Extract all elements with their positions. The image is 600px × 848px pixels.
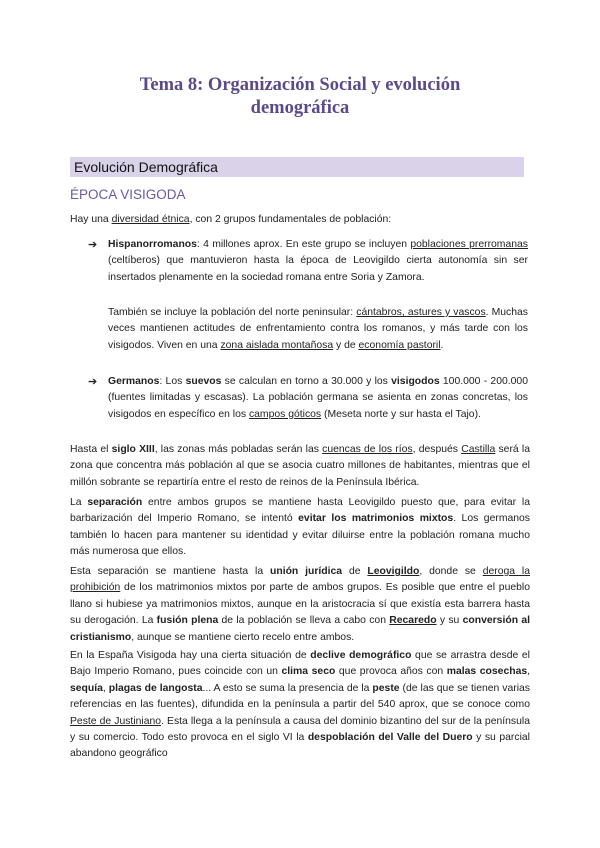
section-heading: Evolución Demográfica xyxy=(74,159,218,175)
paragraph-norte-peninsular: También se incluye la población del norte peninsular: cántabros, astures y vascos. Muchas veces mantienen actitudes de enfrentamiento contra los romanos, y más tarde con los visigodos. Viven en una zona aislada montañosa y de economía pastoril. xyxy=(108,307,528,351)
paragraph-declive-demografico: En la España Visigoda hay una cierta situación de declive demográfico que se arrastra desde el Bajo Imperio Romano, pues coincide con un clima seco que provoca años con malas cosechas, sequía, plagas de langosta... A esto se suma la presencia de la peste (de las que se tienen varias referencias en las fuentes), difundida en la península a partir del 540 aprox, que se conoce como Peste de Justiniano. Esta llega a la península a causa del dominio bizantino del sur de la península y su comercio. Todo esto provoca en el siglo VI la despoblación del Valle del Duero y su parcial abandono geográfico xyxy=(70,650,531,760)
paragraph-hispanorromanos: Hispanorromanos: 4 millones aprox. En este grupo se incluyen poblaciones prerromanas (celtíberos) que mantuvieron hasta la época de Leovigildo cierta autonomía sin ser insertados plenamente en la sociedad romana entre Soria y Zamora. xyxy=(108,239,528,283)
title-line-2: demográfica xyxy=(250,98,350,118)
paragraph-intro: Hay una diversidad étnica, con 2 grupos fundamentales de población: xyxy=(70,214,392,225)
bullet-arrow-icon: ➔ xyxy=(88,376,98,388)
page-title xyxy=(60,74,540,120)
paragraph-union-juridica: Esta separación se mantiene hasta la unión jurídica de Leovigildo, donde se deroga la prohibición de los matrimonios mixtos por parte de ambos grupos. Es posible que entre el pueblo llano si hubiese ya matrimonios mixtos, aunque en la aristocracia sí que existía esta barrera hasta su derogación. La fusión plena de la población se lleva a cabo con Recaredo y su conversión al cristianismo, aunque se mantiene cierto recelo entre ambos. xyxy=(70,566,530,643)
bullet-arrow-icon: ➔ xyxy=(88,239,98,251)
paragraph-separacion: La separación entre ambos grupos se mantiene hasta Leovigildo puesto que, para evitar la barbarización del Imperio Romano, se intentó evitar los matrimonios mixtos. Los germanos también lo hacen para mantener su identidad y evitar diluirse entre la población romana mucho más numerosa que ellos. xyxy=(70,497,531,558)
paragraph-germanos: Germanos: Los suevos se calculan en torno a 30.000 y los visigodos 100.000 - 200.000 (fuentes limitadas y escasas). La población germana se asienta en zonas concretas, los visigodos en específico en los campos góticos (Meseta norte y sur hasta el Tajo). xyxy=(108,376,528,420)
paragraph-siglo-xiii: Hasta el siglo XIII, las zonas más pobladas serán las cuencas de los ríos, después Castilla será la zona que concentra más población al que se asocia cuatro millones de habitantes, mientras que el millón sobrante se repartiría entre el resto de reinos de la Península Ibérica. xyxy=(70,444,530,488)
subsection-heading: ÉPOCA VISIGODA xyxy=(70,187,186,202)
title-line-1: Tema 8: Organización Social y evolución xyxy=(139,75,461,95)
